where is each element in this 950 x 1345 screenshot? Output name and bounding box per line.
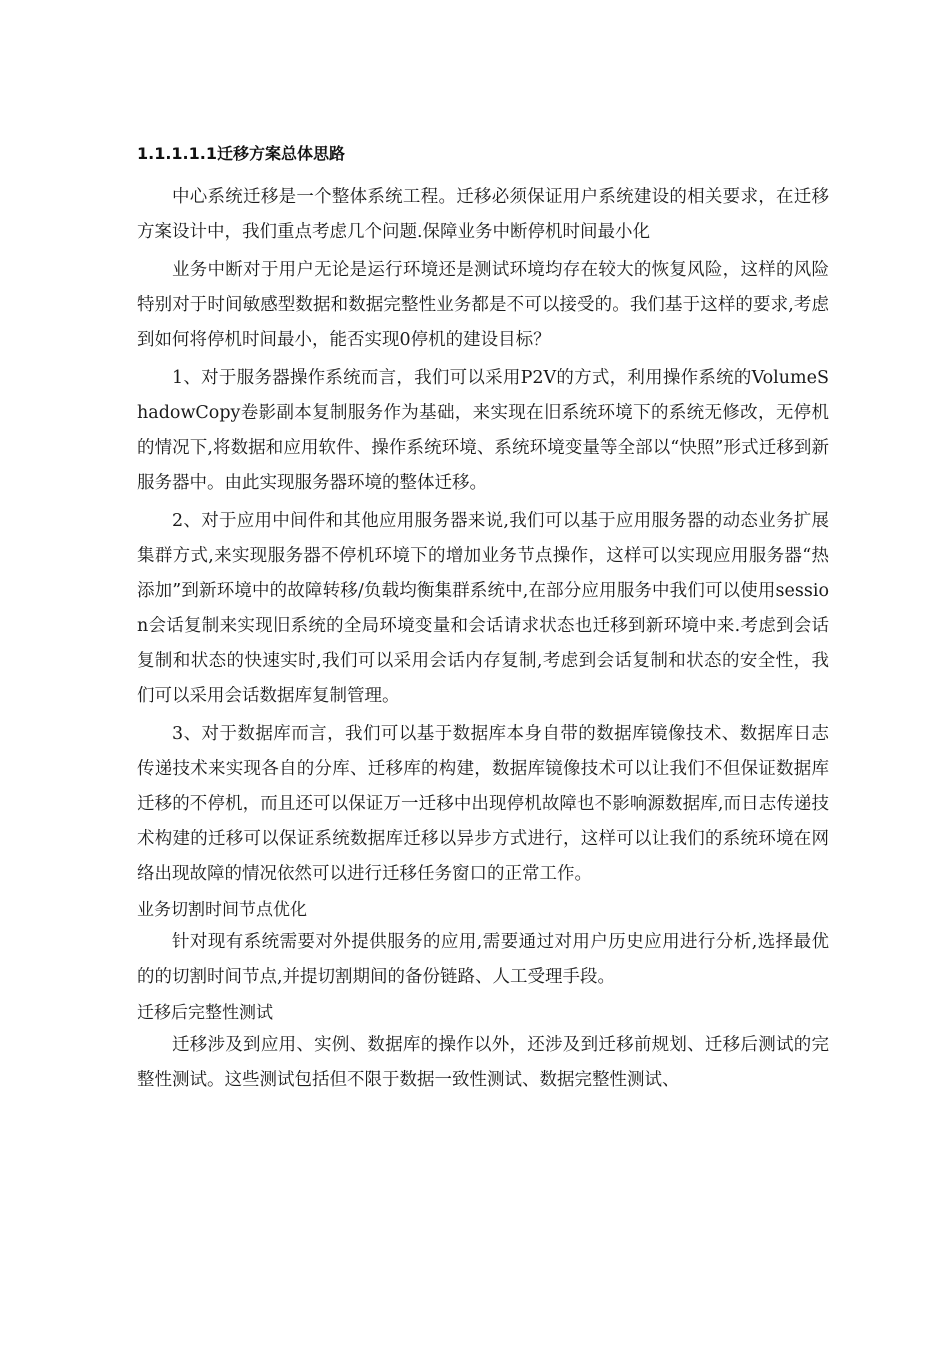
paragraph-os-migration: 1、对于服务器操作系统而言，我们可以采用P2V的方式，利用操作系统的VolumeShadowCopy卷影副本复制服务作为基础，来实现在旧系统环境下的系统无修改，无停机的情况下,将数据和应用软件、操作系统环境、系统环境变量等全部以“快照”形式迁移到新服务器中。由此实现服务器环境的整体迁移。 [137, 368, 829, 493]
subheading-post-migration-testing: 迁移后完整性测试 [137, 1003, 273, 1023]
paragraph-cutover-timing: 针对现有系统需要对外提供服务的应用,需要通过对用户历史应用进行分析,选择最优的的切割时间节点,并提切割期间的备份链路、人工受理手段。 [137, 932, 829, 987]
document-body [137, 138, 829, 1101]
paragraph-database-migration: 3、对于数据库而言，我们可以基于数据库本身自带的数据库镜像技术、数据库日志传递技术来实现各自的分库、迁移库的构建，数据库镜像技术可以让我们不但保证数据库迁移的不停机，而且还可以保证万一迁移中出现停机故障也不影响源数据库,而日志传递技术构建的迁移可以保证系统数据库迁移以异步方式进行，这样可以让我们的系统环境在网络出现故障的情况依然可以进行迁移任务窗口的正常工作。 [137, 724, 829, 884]
paragraph-post-migration-testing: 迁移涉及到应用、实例、数据库的操作以外，还涉及到迁移前规划、迁移后测试的完整性测试。这些测试包括但不限于数据一致性测试、数据完整性测试、 [137, 1035, 829, 1090]
subheading-cutover-timing: 业务切割时间节点优化 [137, 900, 307, 920]
paragraph-middleware-migration: 2、对于应用中间件和其他应用服务器来说,我们可以基于应用服务器的动态业务扩展集群方式,来实现服务器不停机环境下的增加业务节点操作，这样可以实现应用服务器“热添加”到新环境中的故障转移/负载均衡集群系统中,在部分应用服务中我们可以使用session会话复制来实现旧系统的全局环境变量和会话请求状态也迁移到新环境中来.考虑到会话复制和状态的快速实时,我们可以采用会话内存复制,考虑到会话复制和状态的安全性，我们可以采用会话数据库复制管理。 [137, 511, 829, 706]
paragraph-downtime-risk: 业务中断对于用户无论是运行环境还是测试环境均存在较大的恢复风险，这样的风险特别对于时间敏感型数据和数据完整性业务都是不可以接受的。我们基于这样的要求,考虑到如何将停机时间最小，能否实现0停机的建设目标？ [137, 260, 829, 350]
paragraph-intro: 中心系统迁移是一个整体系统工程。迁移必须保证用户系统建设的相关要求，在迁移方案设计中，我们重点考虑几个问题.保障业务中断停机时间最小化 [137, 187, 829, 242]
section-heading: 1.1.1.1.1迁移方案总体思路 [137, 144, 345, 163]
